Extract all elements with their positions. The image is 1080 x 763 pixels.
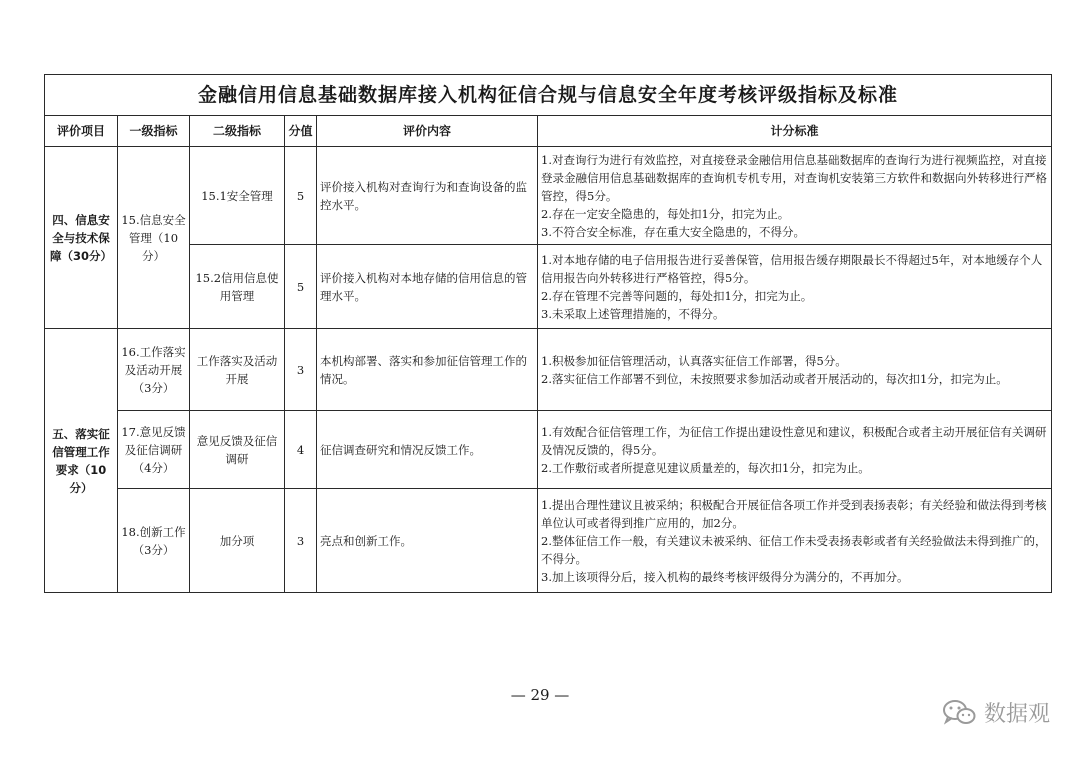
page-number: — 29 — [510,686,570,704]
standard-line: 2.落实征信工作部署不到位，未按照要求参加活动或者开展活动的，每次扣1分，扣完为止。 [541,371,1008,386]
table-row [45,329,1052,411]
standard-cell [538,245,1052,329]
header-level1-indicator: 一级指标 [118,116,190,147]
header-level2-indicator: 二级指标 [190,116,285,147]
standard-line: 1.提出合理性建议且被采纳；积极配合开展征信各项工作并受到表扬表彰；有关经验和做法得到考核单位认可或者得到推广应用的，加2分。 [541,497,1047,530]
standard-line: 1.对查询行为进行有效监控，对直接登录金融信用信息基础数据库的查询行为进行视频监控，对直接登录金融信用信息基础数据库的查询机专机专用，对查询机安装第三方软件和数据向外转移进行严格管控，得5分。 [541,152,1047,203]
header-scoring-standard: 计分标准 [538,116,1052,147]
standard-line: 2.存在一定安全隐患的，每处扣1分，扣完为止。 [541,206,790,221]
standard-cell [538,147,1052,245]
assessment-table [44,74,1052,593]
standard-line: 1.有效配合征信管理工作，为征信工作提出建设性意见和建议，积极配合或者主动开展征信有关调研及情况反馈的，得5分。 [541,424,1047,457]
standard-line: 3.加上该项得分后，接入机构的最终考核评级得分为满分的，不再加分。 [541,569,909,584]
level1-cell: 16.工作落实及活动开展（3分） [118,329,190,411]
header-score: 分值 [285,116,317,147]
table-row [45,489,1052,593]
standard-line: 3.未采取上述管理措施的，不得分。 [541,306,725,321]
standard-line: 2.工作敷衍或者所提意见建议质量差的，每次扣1分，扣完为止。 [541,460,870,475]
wechat-icon [942,699,976,727]
level1-cell: 17.意见反馈及征信调研（4分） [118,411,190,489]
level2-cell: 意见反馈及征信调研 [190,411,285,489]
watermark-text: 数据观 [983,702,1050,727]
table-row [45,411,1052,489]
score-cell: 5 [285,245,317,329]
category-cell: 五、落实征信管理工作要求（10分） [45,329,118,593]
header-evaluation-content: 评价内容 [317,116,538,147]
content-cell: 本机构部署、落实和参加征信管理工作的情况。 [317,329,538,411]
score-cell: 5 [285,147,317,245]
level2-cell: 工作落实及活动开展 [190,329,285,411]
level2-cell: 15.1安全管理 [190,147,285,245]
score-cell: 4 [285,411,317,489]
standard-cell [538,489,1052,593]
standard-cell [538,411,1052,489]
standard-line: 1.积极参加征信管理活动，认真落实征信工作部署，得5分。 [541,353,847,368]
level1-cell: 15.信息安全管理（10分） [118,147,190,329]
content-cell: 亮点和创新工作。 [317,489,538,593]
table-row [45,245,1052,329]
content-cell: 评价接入机构对本地存储的信用信息的管理水平。 [317,245,538,329]
header-evaluation-item: 评价项目 [45,116,118,147]
standard-line: 1.对本地存储的电子信用报告进行妥善保管，信用报告缓存期限最长不得超过5年，对本地缓存个人信用报告向外转移进行严格管控，得5分。 [541,252,1043,285]
table-row [45,147,1052,245]
level2-cell: 加分项 [190,489,285,593]
level1-cell: 18.创新工作（3分） [118,489,190,593]
content-cell: 评价接入机构对查询行为和查询设备的监控水平。 [317,147,538,245]
standard-line: 2.整体征信工作一般，有关建议未被采纳、征信工作未受表扬表彰或者有关经验做法未得到推广的，不得分。 [541,533,1047,566]
standard-line: 3.不符合安全标准，存在重大安全隐患的，不得分。 [541,224,805,239]
table-title: 金融信用信息基础数据库接入机构征信合规与信息安全年度考核评级指标及标准 [45,75,1052,116]
header-row [45,116,1052,147]
score-cell: 3 [285,329,317,411]
standard-cell [538,329,1052,411]
content-cell: 征信调查研究和情况反馈工作。 [317,411,538,489]
score-cell: 3 [285,489,317,593]
level2-cell: 15.2信用信息使用管理 [190,245,285,329]
watermark [942,697,1050,728]
category-cell: 四、信息安全与技术保障（30分） [45,147,118,329]
standard-line: 2.存在管理不完善等问题的，每处扣1分，扣完为止。 [541,288,813,303]
